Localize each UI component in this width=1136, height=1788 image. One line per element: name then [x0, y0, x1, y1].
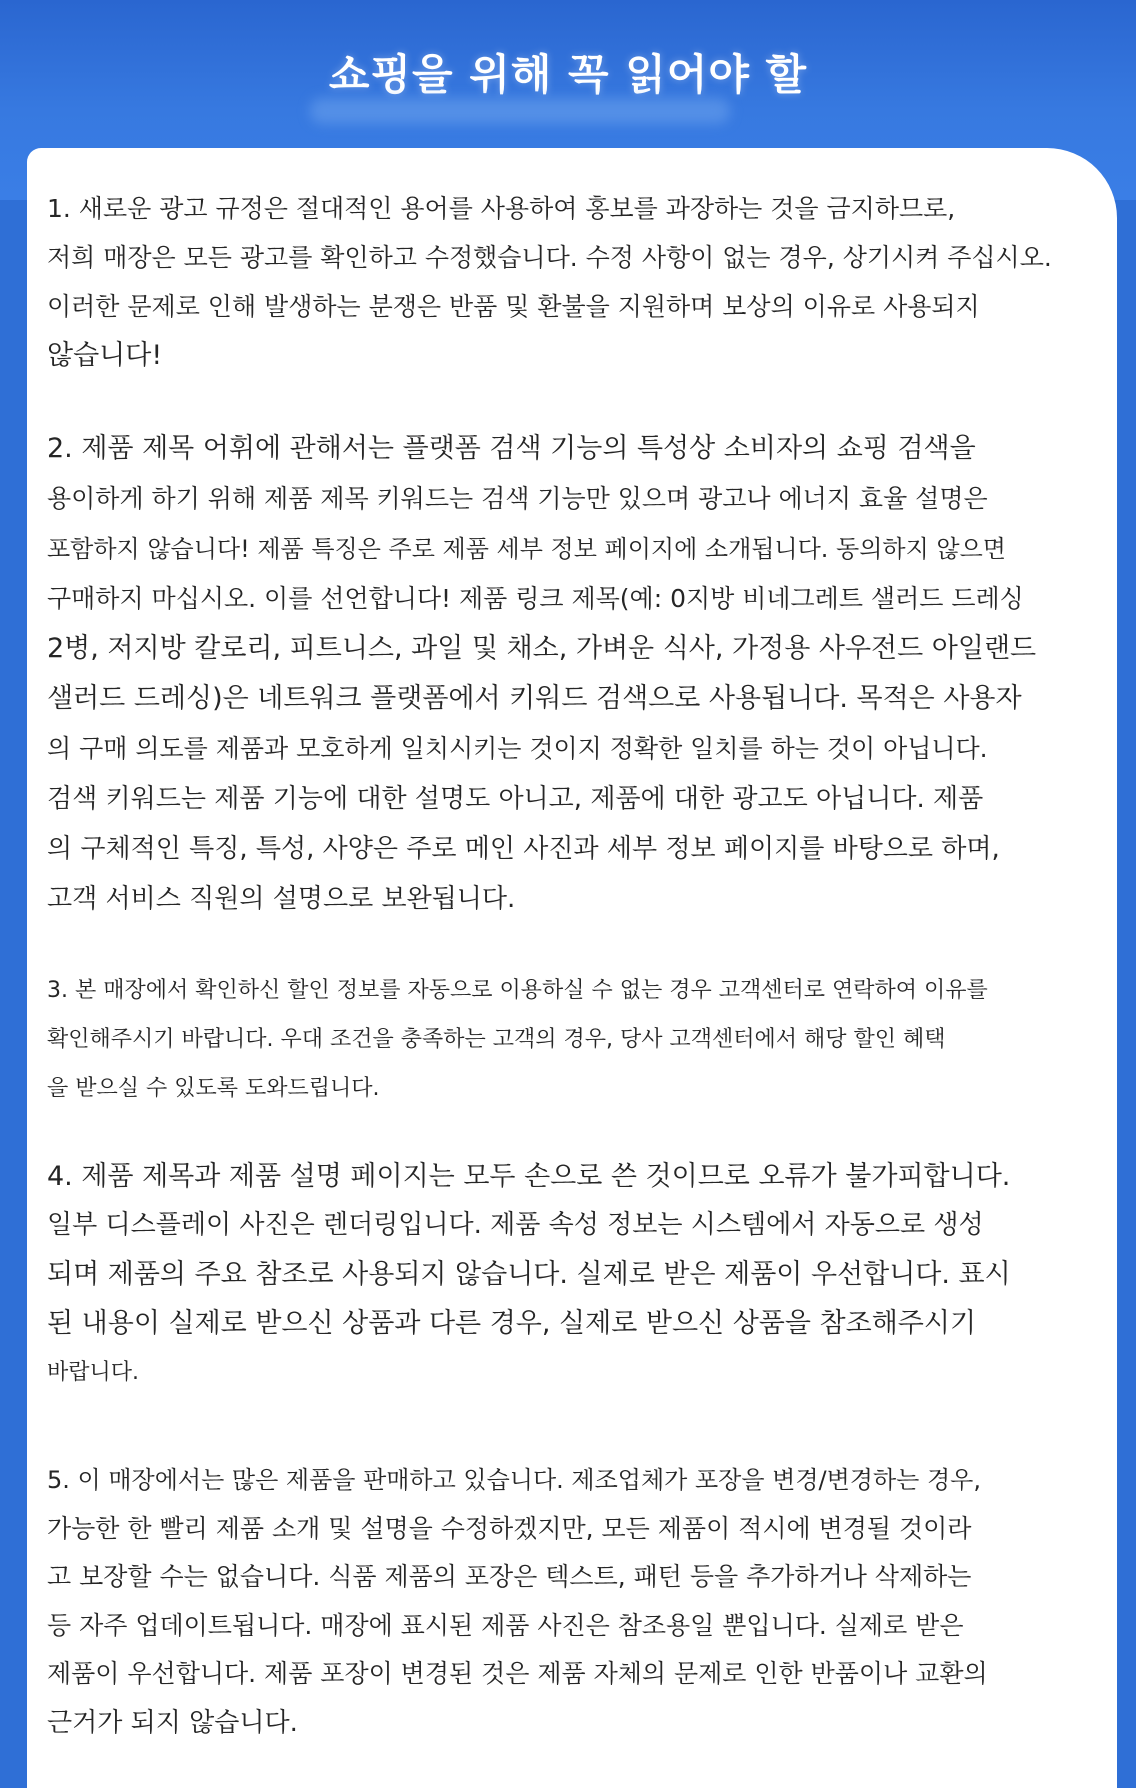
- notice-line: 제품이 우선합니다. 제품 포장이 변경된 것은 제품 자체의 문제로 인한 반품이나 교환의: [47, 1659, 988, 1688]
- notice-4: [47, 1152, 1107, 1397]
- notice-line: 저희 매장은 모든 광고를 확인하고 수정했습니다. 수정 사항이 없는 경우, 상기시켜 주십시오.: [47, 243, 1052, 272]
- notice-line: 의 구체적인 특징, 특성, 사양은 주로 메인 사진과 세부 정보 페이지를 바탕으로 하며,: [47, 834, 1000, 864]
- notice-line: 3. 본 매장에서 확인하신 할인 정보를 자동으로 이용하실 수 없는 경우 고객센터로 연락하여 이유를: [47, 978, 988, 1003]
- notice-line: 5. 이 매장에서는 많은 제품을 판매하고 있습니다. 제조업체가 포장을 변경/변경하는 경우,: [47, 1466, 981, 1494]
- blurred-subtitle: [310, 98, 730, 124]
- notice-line: 고 보장할 수는 없습니다. 식품 제품의 포장은 텍스트, 패턴 등을 추가하거나 삭제하는: [47, 1562, 972, 1591]
- notice-line: 이러한 문제로 인해 발생하는 분쟁은 반품 및 환불을 지원하며 보상의 이유로 사용되지: [47, 292, 980, 321]
- notice-line: 등 자주 업데이트됩니다. 매장에 표시된 제품 사진은 참조용일 뿐입니다. 실제로 받은: [47, 1610, 964, 1640]
- notice-line: 되며 제품의 주요 참조로 사용되지 않습니다. 실제로 받은 제품이 우선합니다. 표시: [47, 1259, 1011, 1290]
- notice-line: 일부 디스플레이 사진은 렌더링입니다. 제품 속성 정보는 시스템에서 자동으로 생성: [47, 1210, 984, 1240]
- page-title: 쇼핑을 위해 꼭 읽어야 할: [328, 50, 808, 99]
- notice-line: 1. 새로운 광고 규정은 절대적인 용어를 사용하여 홍보를 과장하는 것을 금지하므로,: [47, 194, 956, 223]
- notice-line: 용이하게 하기 위해 제품 제목 키워드는 검색 기능만 있으며 광고나 에너지 효율 설명은: [47, 484, 988, 513]
- notice-line: 2병, 저지방 칼로리, 피트니스, 과일 및 채소, 가벼운 식사, 가정용 사우전드 아일랜드: [47, 633, 1037, 664]
- notice-5: [47, 1456, 1107, 1747]
- notice-line: 의 구매 의도를 제품과 모호하게 일치시키는 것이지 정확한 일치를 하는 것이 아닙니다.: [47, 734, 988, 763]
- notice-3: [47, 966, 1107, 1113]
- notice-line: 고객 서비스 직원의 설명으로 보완됩니다.: [47, 884, 516, 914]
- notice-line: 2. 제품 제목 어휘에 관해서는 플랫폼 검색 기능의 특성상 소비자의 쇼핑 검색을: [47, 433, 976, 464]
- notice-line: 을 받으실 수 있도록 도와드립니다.: [47, 1076, 380, 1101]
- notice-card: [27, 148, 1117, 1788]
- notice-line: 포함하지 않습니다! 제품 특징은 주로 제품 세부 정보 페이지에 소개됩니다. 동의하지 않으면: [47, 535, 1006, 563]
- notice-line: 않습니다!: [47, 340, 163, 371]
- notice-line: 바랍니다.: [47, 1360, 140, 1385]
- notice-line: 확인해주시기 바랍니다. 우대 조건을 충족하는 고객의 경우, 당사 고객센터에서 해당 할인 혜택: [47, 1027, 946, 1052]
- notice-line: 4. 제품 제목과 제품 설명 페이지는 모두 손으로 쓴 것이므로 오류가 불가피합니다.: [47, 1161, 1011, 1192]
- notice-line: 샐러드 드레싱)은 네트워크 플랫폼에서 키워드 검색으로 사용됩니다. 목적은 사용자: [47, 683, 1022, 714]
- notice-line: 검색 키워드는 제품 기능에 대한 설명도 아니고, 제품에 대한 광고도 아닙니다. 제품: [47, 784, 984, 814]
- notice-line: 구매하지 마십시오. 이를 선언합니다! 제품 링크 제목(예: 0지방 비네그레트 샐러드 드레싱: [47, 584, 1024, 613]
- notice-line: 된 내용이 실제로 받으신 상품과 다른 경우, 실제로 받으신 상품을 참조해주시기: [47, 1308, 977, 1339]
- notice-1: [47, 184, 1107, 380]
- notice-line: 가능한 한 빨리 제품 소개 및 설명을 수정하겠지만, 모든 제품이 적시에 변경될 것이라: [47, 1513, 972, 1543]
- notice-2: [47, 424, 1107, 924]
- notice-line: 근거가 되지 않습니다.: [47, 1707, 298, 1738]
